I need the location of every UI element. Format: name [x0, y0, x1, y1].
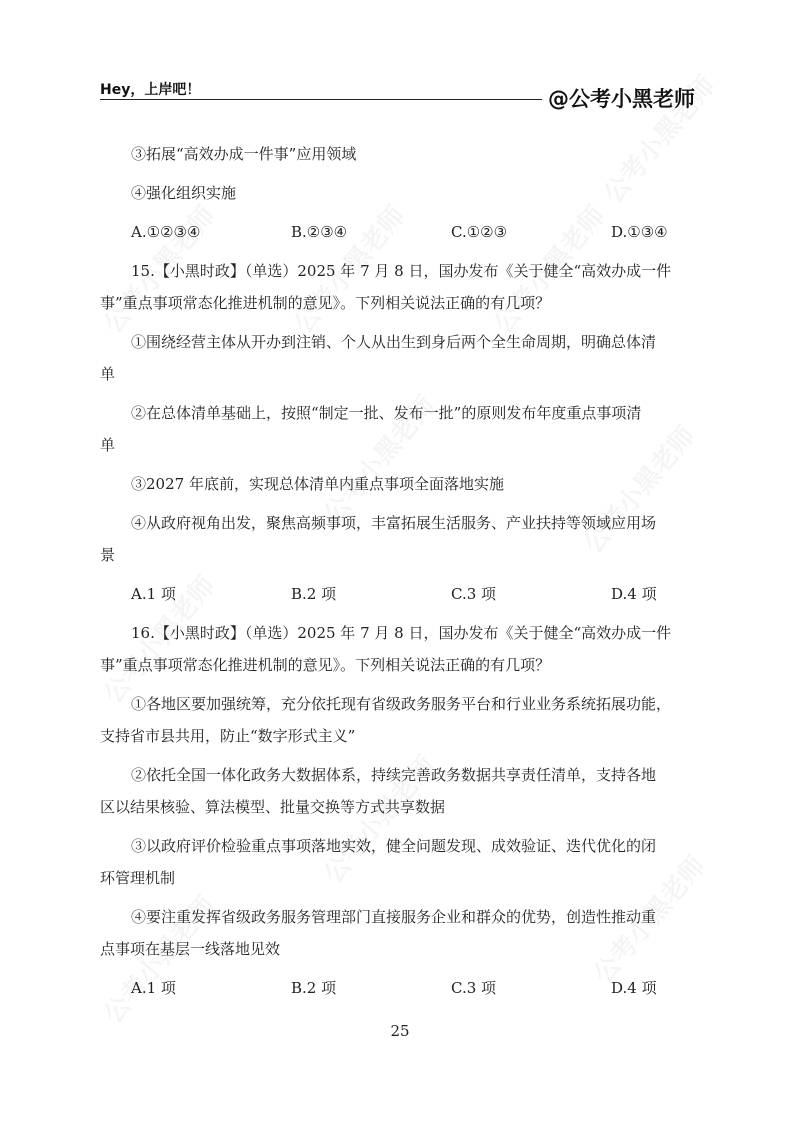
option-b: B.2 项: [291, 585, 337, 603]
question-15-stem-cont: 事”重点事项常态化推进机制的意见》。下列相关说法正确的有几项？: [100, 294, 551, 312]
q16-item-1-cont: 支持省市县共用，防止“数字形式主义”: [100, 727, 356, 745]
option-d: D.4 项: [611, 979, 657, 997]
header-rule: [100, 99, 542, 100]
question-15-stem: 15.【小黑时政】（单选）2025 年 7 月 8 日，国办发布《关于健全“高效办成一件: [131, 262, 672, 280]
q15-options: [100, 578, 700, 610]
option-a: A.1 项: [131, 585, 176, 603]
q16-item-3-cont: 环管理机制: [100, 869, 176, 887]
q15-item-3: ③2027 年底前，实现总体清单内重点事项全面落地实施: [131, 475, 504, 493]
carryover-options: [100, 216, 700, 248]
q15-item-4-cont: 景: [100, 546, 116, 564]
question-16-stem: 16.【小黑时政】（单选）2025 年 7 月 8 日，国办发布《关于健全“高效办成一件: [131, 624, 672, 642]
q16-item-2-cont: 区以结果核验、算法模型、批量交换等方式共享数据: [100, 798, 446, 816]
option-a: A.1 项: [131, 979, 176, 997]
option-c: C.3 项: [451, 585, 497, 603]
option-c: C.3 项: [451, 979, 497, 997]
header-left-text: Hey，上岸吧！: [100, 82, 201, 98]
option-b: B.②③④: [291, 223, 348, 241]
option-b: B.2 项: [291, 979, 337, 997]
q16-item-3: ③以政府评价检验重点事项落地实效，健全问题发现、成效验证、迭代优化的闭: [131, 837, 657, 855]
carryover-item: ④强化组织实施: [131, 184, 237, 202]
header-right-text: @公考小黑老师: [548, 87, 695, 111]
option-a: A.①②③④: [131, 223, 201, 241]
question-16-stem-cont: 事”重点事项常态化推进机制的意见》。下列相关说法正确的有几项？: [100, 656, 551, 674]
option-d: D.4 项: [611, 585, 657, 603]
q16-item-4-cont: 点事项在基层一线落地见效: [100, 940, 281, 958]
page-content: [100, 138, 700, 1004]
q15-item-2-cont: 单: [100, 436, 116, 454]
q15-item-1-cont: 单: [100, 365, 116, 383]
carryover-item: ③拓展“高效办成一件事”应用领域: [131, 145, 357, 163]
option-c: C.①②③: [451, 223, 508, 241]
q16-item-2: ②依托全国一体化政务大数据体系，持续完善政务数据共享责任清单，支持各地: [131, 766, 657, 784]
q16-options: [100, 972, 700, 1004]
q15-item-1: ①围绕经营主体从开办到注销、个人从出生到身后两个全生命周期，明确总体清: [131, 333, 657, 351]
q16-item-4: ④要注重发挥省级政务服务管理部门直接服务企业和群众的优势，创造性推动重: [131, 908, 657, 926]
q15-item-2: ②在总体清单基础上，按照“制定一批、发布一批”的原则发布年度重点事项清: [131, 404, 642, 422]
q16-item-1: ①各地区要加强统筹，充分依托现有省级政务服务平台和行业业务系统拓展功能，: [131, 695, 672, 713]
page-number: 25: [390, 1022, 410, 1040]
option-d: D.①③④: [611, 223, 668, 241]
q15-item-4: ④从政府视角出发，聚焦高频事项，丰富拓展生活服务、产业扶持等领域应用场: [131, 514, 657, 532]
